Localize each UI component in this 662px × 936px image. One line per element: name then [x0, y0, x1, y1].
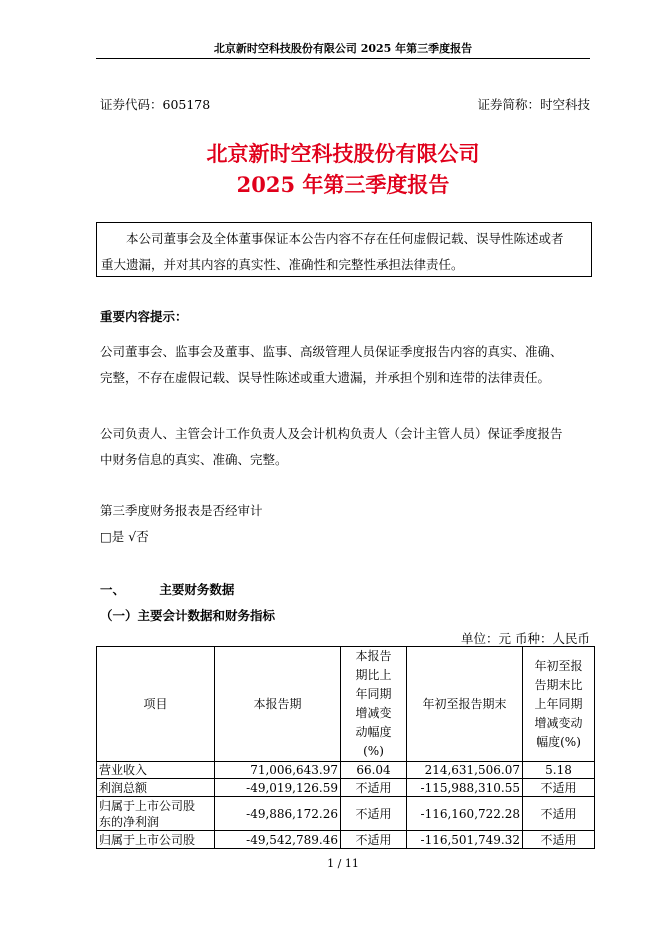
header-rule: [96, 58, 590, 59]
row-label-line: 归属于上市公司股: [99, 798, 196, 813]
para1-line-2: 完整，不存在虚假记载、误导性陈述或重大遗漏，并承担个别和连带的法律责任。: [100, 370, 551, 385]
section-1-subtitle: （一）主要会计数据和财务指标: [100, 608, 276, 623]
cell-ytd-yoy: 不适用: [523, 797, 595, 831]
para2-line-1: 公司负责人、主管会计工作负责人及会计机构负责人（会计主管人员）保证季度报告: [100, 426, 563, 441]
cell-current: -49,886,172.26: [215, 797, 341, 831]
cell-ytd: -116,160,722.28: [407, 797, 523, 831]
cell-yoy: 不适用: [341, 779, 407, 797]
header-ytd-yoy-line: 增减变动: [534, 715, 583, 730]
important-para-1: [100, 339, 590, 391]
header-ytd: 年初至报告期末: [407, 647, 523, 762]
cell-current: -49,542,789.46: [215, 831, 341, 849]
audit-block: [100, 498, 590, 550]
header-yoy-line: 期比上: [355, 668, 392, 682]
title-report: 2025 年第三季度报告: [236, 172, 450, 197]
row-label-line: 东的净利润: [99, 814, 160, 829]
audit-options: □是 √否: [100, 529, 149, 544]
table-row: [97, 831, 595, 849]
table-row: [97, 779, 595, 797]
financial-data-table: [96, 646, 595, 849]
cell-ytd-yoy: 5.18: [523, 762, 595, 779]
header-yoy-line: (%): [363, 744, 384, 758]
securities-code: 证券代码：605178: [100, 97, 211, 112]
para2-line-2: 中财务信息的真实、准确、完整。: [100, 452, 288, 467]
notice-line-2: 重大遗漏，并对其内容的真实性、准确性和完整性承担法律责任。: [101, 257, 464, 272]
cell-ytd: -115,988,310.55: [407, 779, 523, 797]
section-1-number: 一、: [100, 582, 126, 597]
securities-line: [100, 95, 590, 113]
cell-yoy: 66.04: [341, 762, 407, 779]
important-para-2: [100, 421, 590, 473]
header-ytd-yoy-line: 年初至报: [534, 658, 583, 673]
row-label: 归属于上市公司股: [97, 831, 215, 849]
page-number: 1 / 11: [327, 857, 359, 870]
audit-question: 第三季度财务报表是否经审计: [100, 503, 263, 518]
cell-ytd-yoy: 不适用: [523, 831, 595, 849]
row-label: [97, 797, 215, 831]
table-header-row: [97, 647, 595, 762]
header-ytd-yoy-change: [523, 647, 595, 762]
document-title: [96, 138, 590, 200]
cell-yoy: 不适用: [341, 797, 407, 831]
table-row: [97, 797, 595, 831]
cell-ytd: 214,631,506.07: [407, 762, 523, 779]
cell-ytd: -116,501,749.32: [407, 831, 523, 849]
section-1-heading: [100, 580, 234, 598]
header-ytd-yoy-line: 告期末比: [534, 677, 583, 692]
title-company: 北京新时空科技股份有限公司: [206, 141, 480, 166]
header-yoy-line: 增减变: [355, 706, 392, 720]
section-1-title: 主要财务数据: [159, 582, 235, 597]
row-label: 营业收入: [97, 762, 215, 779]
important-heading: 重要内容提示：: [100, 309, 188, 324]
header-yoy-line: 本报告: [355, 649, 392, 663]
header-yoy-line: 年同期: [355, 687, 392, 701]
para1-line-1: 公司董事会、监事会及董事、监事、高级管理人员保证季度报告内容的真实、准确、: [100, 344, 563, 359]
cell-current: 71,006,643.97: [215, 762, 341, 779]
row-label: 利润总额: [97, 779, 215, 797]
cell-yoy: 不适用: [341, 831, 407, 849]
header-ytd-yoy-line: 幅度(%): [536, 734, 581, 749]
board-notice-box: [96, 222, 592, 277]
header-current-period: 本报告期: [215, 647, 341, 762]
cell-current: -49,019,126.59: [215, 779, 341, 797]
securities-abbr: 证券简称：时空科技: [477, 97, 590, 112]
header-yoy-line: 动幅度: [355, 725, 392, 739]
cell-ytd-yoy: 不适用: [523, 779, 595, 797]
table-row: [97, 762, 595, 779]
notice-line-1: 本公司董事会及全体董事保证本公告内容不存在任何虚假记载、误导性陈述或者: [126, 231, 564, 246]
header-yoy-change: [341, 647, 407, 762]
header-item: 项目: [97, 647, 215, 762]
unit-currency-line: 单位：元 币种：人民币: [461, 631, 590, 646]
header-ytd-yoy-line: 上年同期: [534, 696, 583, 711]
page-header: 北京新时空科技股份有限公司 2025 年第三季度报告: [213, 42, 473, 55]
